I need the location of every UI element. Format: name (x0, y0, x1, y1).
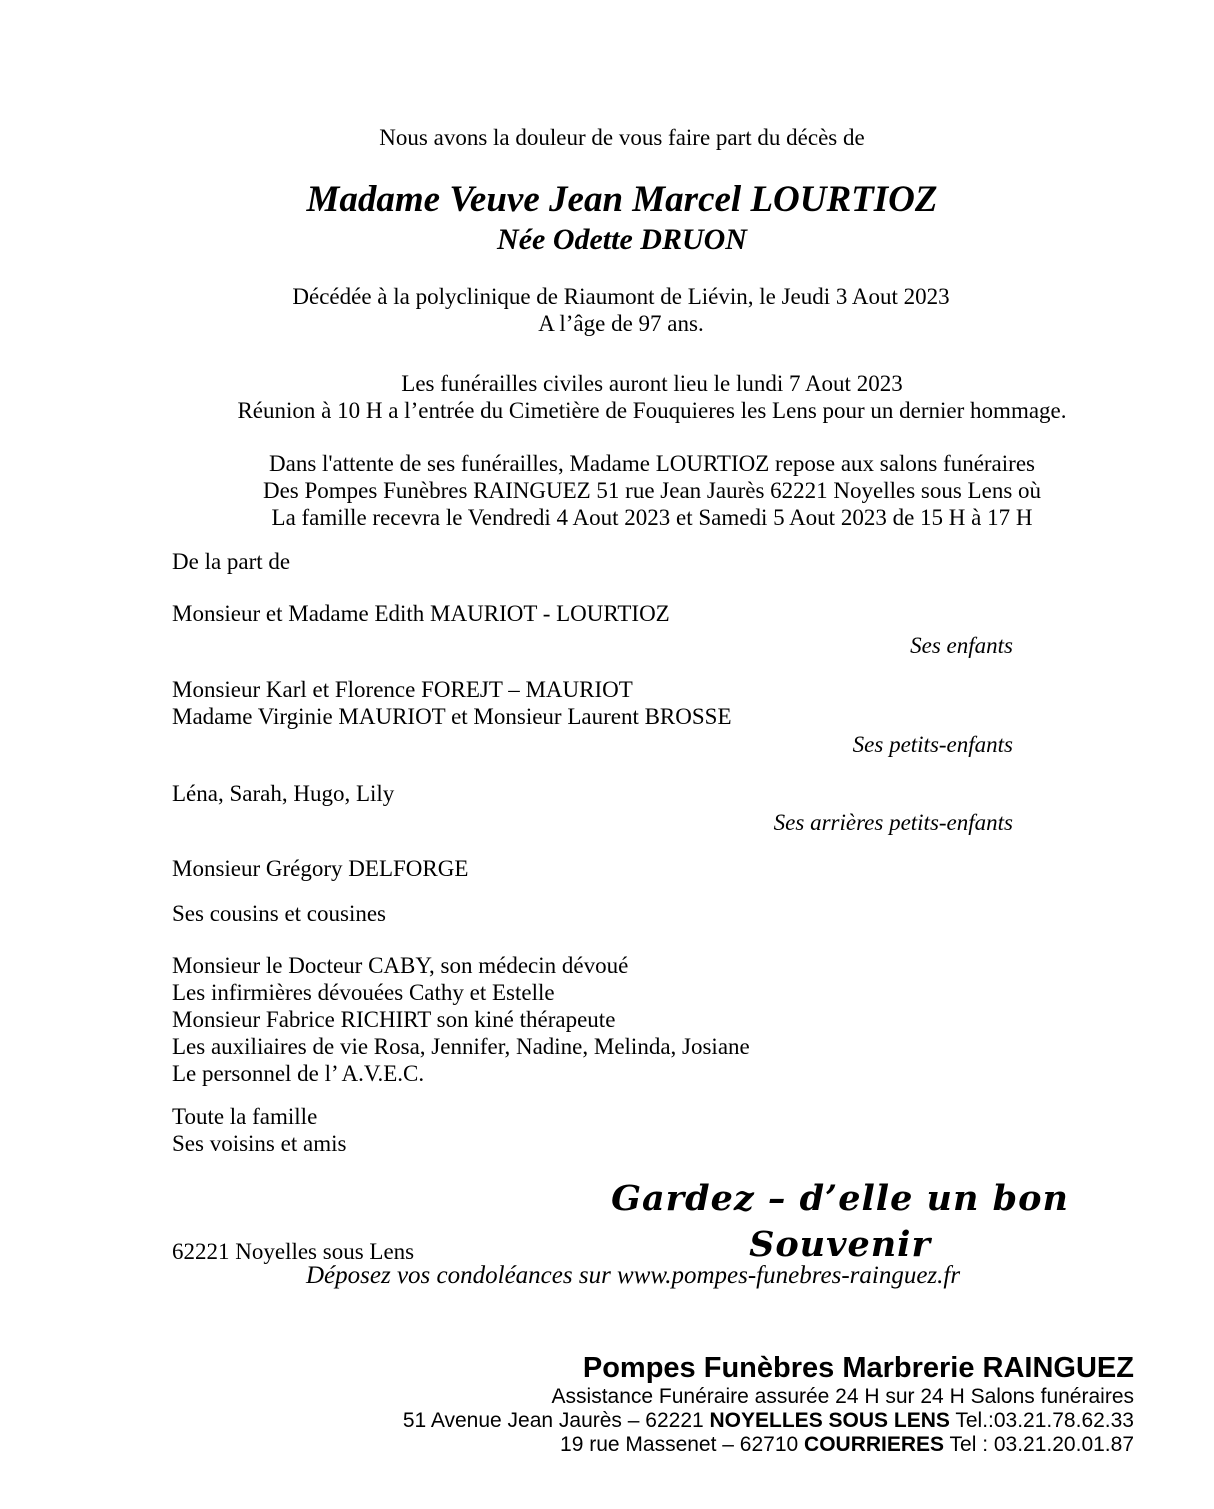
relation-children: Ses enfants (910, 633, 1013, 658)
repose-line-1: Dans l'attente de ses funérailles, Madame LOURTIOZ repose aux salons funéraires (269, 451, 1035, 476)
cousins-line: Ses cousins et cousines (172, 901, 387, 926)
deceased-title-block (0, 179, 1214, 259)
footer-address-courrieres-city: COURRIERES (804, 1433, 945, 1456)
closing-line: Toute la famille (172, 1104, 318, 1129)
caregivers-block (172, 952, 750, 1087)
relation-great-grandchildren: Ses arrières petits-enfants (773, 810, 1013, 835)
death-info-block (0, 283, 1214, 337)
deceased-name: Madame Veuve Jean Marcel LOURTIOZ (306, 179, 938, 220)
funeral-date-line: Les funérailles civiles auront lieu le lundi 7 Aout 2023 (401, 371, 903, 396)
intro-line: Nous avons la douleur de vous faire part du décès de (379, 125, 865, 150)
caregiver-line: Monsieur le Docteur CABY, son médecin dévoué (172, 953, 629, 978)
death-age-line: A l’âge de 97 ans. (538, 311, 704, 336)
death-place-date-line: Décédée à la polyclinique de Riaumont de Liévin, le Jeudi 3 Aout 2023 (292, 284, 950, 309)
family-children-names: Monsieur et Madame Edith MAURIOT - LOURTIOZ (172, 601, 670, 626)
caregiver-line: Monsieur Fabrice RICHIRT son kiné thérapeute (172, 1007, 616, 1032)
deceased-maiden-name: Née Odette DRUON (497, 223, 747, 256)
footer-address-noyelles-tel: Tel.:03.21.78.62.33 (949, 1409, 1134, 1432)
closing-block (172, 1103, 346, 1157)
funeral-meeting-line: Réunion à 10 H a l’entrée du Cimetière de Fouquieres les Lens pour un dernier hommage. (237, 398, 1067, 423)
relation-grandchildren: Ses petits-enfants (852, 732, 1013, 757)
funeral-info-block (0, 370, 1214, 424)
footer-assistance-line: Assistance Funéraire assurée 24 H sur 24 H Salons funéraires (551, 1385, 1134, 1408)
family-grandchildren-names (172, 676, 732, 730)
from-heading: De la part de (172, 549, 291, 574)
closing-line: Ses voisins et amis (172, 1131, 347, 1156)
footer-address-noyelles-pre: 51 Avenue Jean Jaurès – 62221 (402, 1409, 710, 1432)
funeral-home-name: Pompes Funèbres Marbrerie RAINGUEZ (582, 1352, 1134, 1384)
caregiver-line: Les infirmières dévouées Cathy et Estelle (172, 980, 555, 1005)
footer-address-courrieres (403, 1433, 1134, 1457)
footer-address-noyelles-city: NOYELLES SOUS LENS (709, 1409, 950, 1432)
repose-info-block (0, 450, 1214, 531)
grandchildren-line-2: Madame Virginie MAURIOT et Monsieur Laurent BROSSE (172, 704, 732, 729)
funeral-home-footer (403, 1352, 1134, 1457)
caregiver-line: Les auxiliaires de vie Rosa, Jennifer, Nadine, Melinda, Josiane (172, 1034, 750, 1059)
city-line: 62221 Noyelles sous Lens (172, 1239, 415, 1264)
repose-line-2: Des Pompes Funèbres RAINGUEZ 51 rue Jean Jaurès 62221 Noyelles sous Lens où (262, 478, 1042, 503)
footer-address-courrieres-tel: Tel : 03.21.20.01.87 (944, 1433, 1134, 1456)
family-other-name: Monsieur Grégory DELFORGE (172, 856, 469, 881)
condolences-line: Déposez vos condoléances sur www.pompes-funebres-rainguez.fr (306, 1262, 961, 1289)
family-great-grandchildren-names: Léna, Sarah, Hugo, Lily (172, 781, 395, 806)
footer-address-noyelles (403, 1409, 1134, 1433)
tribute-script-line: Gardez – d’elle un bon Souvenir (611, 1178, 1069, 1265)
grandchildren-line-1: Monsieur Karl et Florence FOREJT – MAURIOT (172, 677, 633, 702)
caregiver-line: Le personnel de l’ A.V.E.C. (172, 1061, 425, 1086)
footer-address-courrieres-pre: 19 rue Massenet – 62710 (560, 1433, 805, 1456)
repose-line-3: La famille recevra le Vendredi 4 Aout 2023 et Samedi 5 Aout 2023 de 15 H à 17 H (271, 505, 1033, 530)
